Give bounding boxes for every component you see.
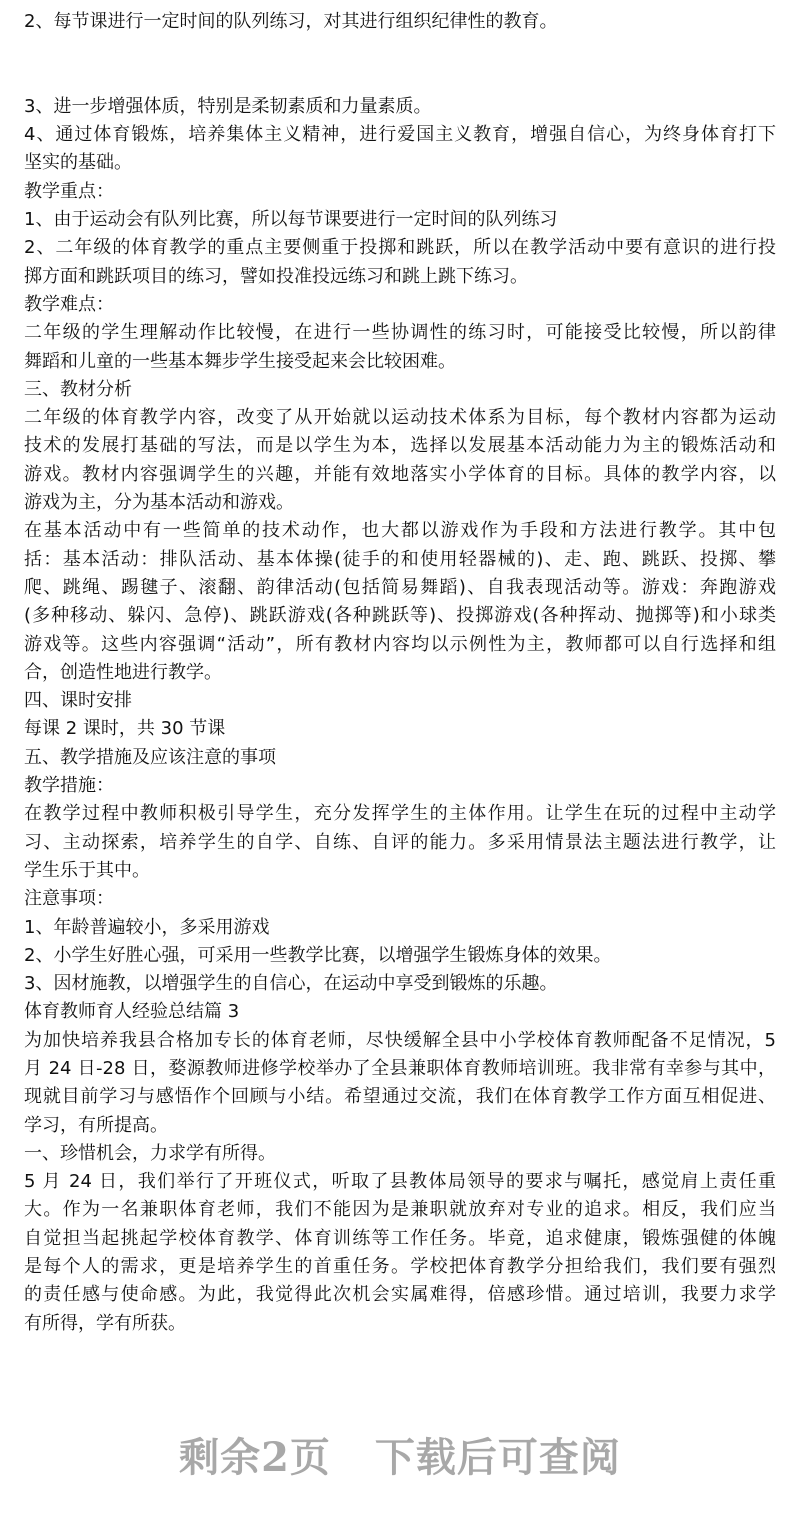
remaining-pages-label: 剩余2页 bbox=[179, 1434, 331, 1481]
text-line: 掷方面和跳跃项目的练习，譬如投准投远练习和跳上跳下练习。 bbox=[24, 265, 528, 287]
text-line: 合，创造性地进行教学。 bbox=[24, 661, 222, 683]
text-line: 教学措施： bbox=[24, 775, 114, 797]
text-line: 注意事项： bbox=[24, 888, 114, 910]
text-line: 有所得，学有所获。 bbox=[24, 1312, 186, 1334]
text-line: 2、二年级的体育教学的重点主要侧重于投掷和跳跃，所以在教学活动中要有意识的进行投 bbox=[24, 237, 776, 259]
text-line: 1、由于运动会有队列比赛，所以每节课要进行一定时间的队列练习 bbox=[24, 209, 558, 231]
text-line: 在基本活动中有一些简单的技术动作，也大都以游戏作为手段和方法进行教学。其中包 bbox=[24, 520, 776, 542]
text-line: (多种移动、躲闪、急停)、跳跃游戏(各种跳跃等)、投掷游戏(各种挥动、抛掷等)和小球类 bbox=[24, 605, 776, 627]
text-line: 体育教师育人经验总结篇 3 bbox=[24, 1001, 240, 1023]
text-line: 自觉担当起挑起学校体育教学、体育训练等工作任务。毕竟，追求健康，锻炼强健的体魄 bbox=[24, 1227, 776, 1249]
text-line: 3、因材施教，以增强学生的自信心，在运动中享受到锻炼的乐趣。 bbox=[24, 973, 558, 995]
blank-space bbox=[24, 36, 776, 93]
text-line: 3、进一步增强体质，特别是柔韧素质和力量素质。 bbox=[24, 95, 432, 117]
text-line: 三、教材分析 bbox=[24, 378, 132, 400]
document-body bbox=[24, 8, 776, 1338]
text-line: 2、每节课进行一定时间的队列练习，对其进行组织纪律性的教育。 bbox=[24, 11, 558, 32]
text-line: 学生乐于其中。 bbox=[24, 859, 150, 881]
text-line: 习、主动探索，培养学生的自学、自练、自评的能力。多采用情景法主题法进行教学，让 bbox=[24, 831, 776, 853]
text-line: 爬、跳绳、踢毽子、滚翻、韵律活动(包括简易舞蹈)、自我表现活动等。游戏：奔跑游戏 bbox=[24, 576, 776, 598]
text-line: 一、珍惜机会，力求学有所得。 bbox=[24, 1142, 276, 1164]
download-to-view-label: 下载后可查阅 bbox=[374, 1434, 621, 1481]
text-line: 教学难点： bbox=[24, 293, 114, 315]
download-prompt[interactable] bbox=[0, 1426, 800, 1483]
text-line: 每课 2 课时，共 30 节课 bbox=[24, 718, 226, 740]
text-line: 游戏。教材内容强调学生的兴趣，并能有效地落实小学体育的目标。具体的教学内容，以 bbox=[24, 463, 776, 485]
text-line: 舞蹈和儿童的一些基本舞步学生接受起来会比较困难。 bbox=[24, 350, 456, 372]
text-line: 坚实的基础。 bbox=[24, 152, 132, 174]
text-line: 大。作为一名兼职体育老师，我们不能因为是兼职就放弃对专业的追求。相反，我们应当 bbox=[24, 1199, 776, 1221]
text-line: 四、课时安排 bbox=[24, 690, 132, 712]
text-line: 为加快培养我县合格加专长的体育老师，尽快缓解全县中小学校体育教师配备不足情况，5 bbox=[24, 1029, 776, 1051]
text-line: 游戏等。这些内容强调“活动”，所有教材内容均以示例性为主，教师都可以自行选择和组 bbox=[24, 633, 776, 655]
text-line: 2、小学生好胜心强，可采用一些教学比赛，以增强学生锻炼身体的效果。 bbox=[24, 944, 612, 966]
text-line: 技术的发展打基础的写法，而是以学生为本，选择以发展基本活动能力为主的锻炼活动和 bbox=[24, 435, 776, 457]
text-line: 月 24 日-28 日，婺源教师进修学校举办了全县兼职体育教师培训班。我非常有幸参与其中， bbox=[24, 1057, 776, 1079]
text-line: 5 月 24 日，我们举行了开班仪式，听取了县教体局领导的要求与嘱托，感觉肩上责任重 bbox=[24, 1171, 776, 1193]
text-line: 是每个人的需求，更是培养学生的首重任务。学校把体育教学分担给我们，我们要有强烈 bbox=[24, 1256, 776, 1278]
text-line: 五、教学措施及应该注意的事项 bbox=[24, 746, 276, 768]
text-line: 游戏为主，分为基本活动和游戏。 bbox=[24, 492, 294, 514]
text-line: 1、年龄普遍较小，多采用游戏 bbox=[24, 916, 270, 938]
text-line: 二年级的体育教学内容，改变了从开始就以运动技术体系为目标，每个教材内容都为运动 bbox=[24, 407, 776, 429]
text-line: 教学重点： bbox=[24, 180, 114, 202]
text-line: 的责任感与使命感。为此，我觉得此次机会实属难得，倍感珍惜。通过培训，我要力求学 bbox=[24, 1284, 776, 1306]
text-line: 学习，有所提高。 bbox=[24, 1114, 168, 1136]
text-line: 现就目前学习与感悟作个回顾与小结。希望通过交流，我们在体育教学工作方面互相促进、 bbox=[24, 1086, 776, 1108]
text-line: 括：基本活动：排队活动、基本体操(徒手的和使用轻器械的)、走、跑、跳跃、投掷、攀 bbox=[24, 548, 776, 570]
text-line: 4、通过体育锻炼，培养集体主义精神，进行爱国主义教育，增强自信心，为终身体育打下 bbox=[24, 124, 776, 146]
text-line: 在教学过程中教师积极引导学生，充分发挥学生的主体作用。让学生在玩的过程中主动学 bbox=[24, 803, 776, 825]
text-line: 二年级的学生理解动作比较慢，在进行一些协调性的练习时，可能接受比较慢，所以韵律 bbox=[24, 322, 776, 344]
